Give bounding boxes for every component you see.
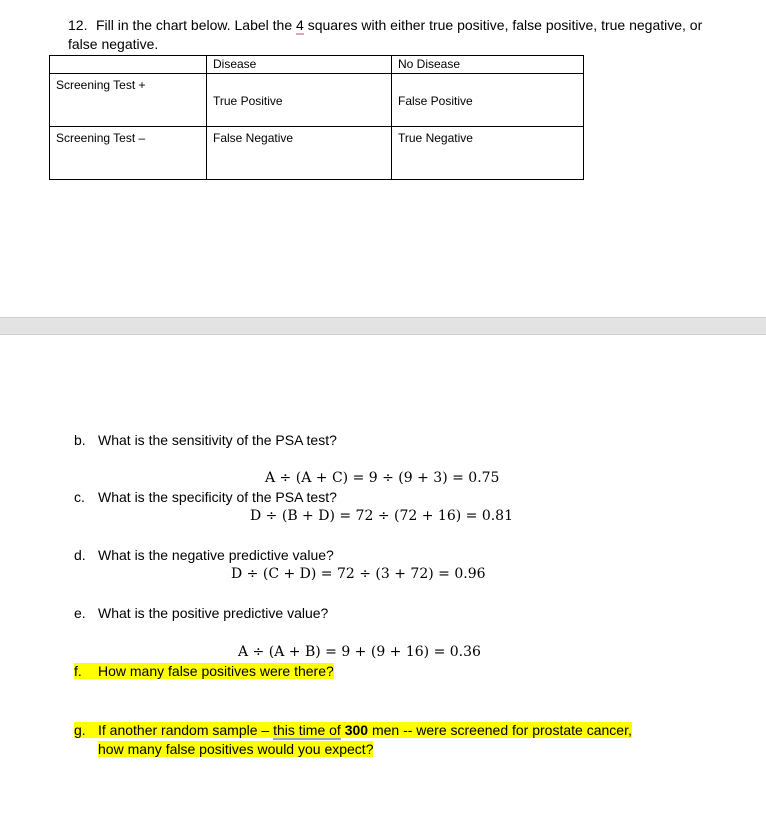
chart-row-test-negative <box>50 127 584 180</box>
question-c-letter: c. <box>74 489 85 505</box>
chart-header-disease: Disease <box>207 56 392 74</box>
question-e-text: What is the positive predictive value? <box>98 605 329 621</box>
chart-row-test-positive <box>50 74 584 127</box>
chart-header-no-disease: No Disease <box>392 56 584 74</box>
chart-row-label: Screening Test – <box>50 127 207 180</box>
question-c-formula: D ÷ (B + D) = 72 ÷ (72 + 16) = 0.81 <box>250 508 513 524</box>
question-12-underlined-word: 4 <box>296 17 304 33</box>
screening-chart <box>49 55 584 180</box>
chart-cell-true-negative: True Negative <box>392 127 584 180</box>
chart-cell-false-positive: False Positive <box>392 74 584 127</box>
chart-cell-false-negative: False Negative <box>207 127 392 180</box>
question-b-letter: b. <box>74 432 86 448</box>
question-f-letter: f. <box>74 663 82 679</box>
question-12 <box>68 16 708 54</box>
question-g-text-2: this time of <box>273 722 341 738</box>
question-b <box>74 431 337 450</box>
chart-cell-true-positive: True Positive <box>207 74 392 127</box>
question-b-formula: A ÷ (A + C) = 9 ÷ (9 + 3) = 0.75 <box>265 470 500 486</box>
question-c <box>74 488 337 507</box>
chart-row-label: Screening Test + <box>50 74 207 127</box>
question-f <box>74 662 334 681</box>
question-g <box>74 721 632 759</box>
question-e-formula: A ÷ (A + B) = 9 + (9 + 16) = 0.36 <box>238 644 481 660</box>
question-d-letter: d. <box>74 547 86 563</box>
question-c-text: What is the specificity of the PSA test? <box>98 489 337 505</box>
chart-header-blank <box>50 56 207 74</box>
question-e <box>74 604 328 623</box>
page-break <box>0 317 766 335</box>
question-g-text-4: men -- were screened for prostate cancer, <box>368 722 632 738</box>
question-g-text-1: If another random sample – <box>98 722 274 738</box>
question-d-text: What is the negative predictive value? <box>98 547 334 563</box>
question-e-letter: e. <box>74 605 86 621</box>
question-12-text-start: Fill in the chart below. Label the <box>96 17 297 33</box>
question-g-line-2: how many false positives would you expect? <box>98 741 374 757</box>
question-g-bold-number: 300 <box>344 722 369 738</box>
question-12-number: 12. <box>68 17 88 33</box>
question-b-text: What is the sensitivity of the PSA test? <box>98 432 337 448</box>
question-d-formula: D ÷ (C + D) = 72 ÷ (3 + 72) = 0.96 <box>231 566 486 582</box>
chart-header-row <box>50 56 584 74</box>
question-f-text: How many false positives were there? <box>98 663 334 679</box>
question-g-letter: g. <box>74 722 86 738</box>
question-12-text-end: squares with either true positive, false positive, true negative, or false negative. <box>68 17 703 52</box>
question-d <box>74 546 334 565</box>
